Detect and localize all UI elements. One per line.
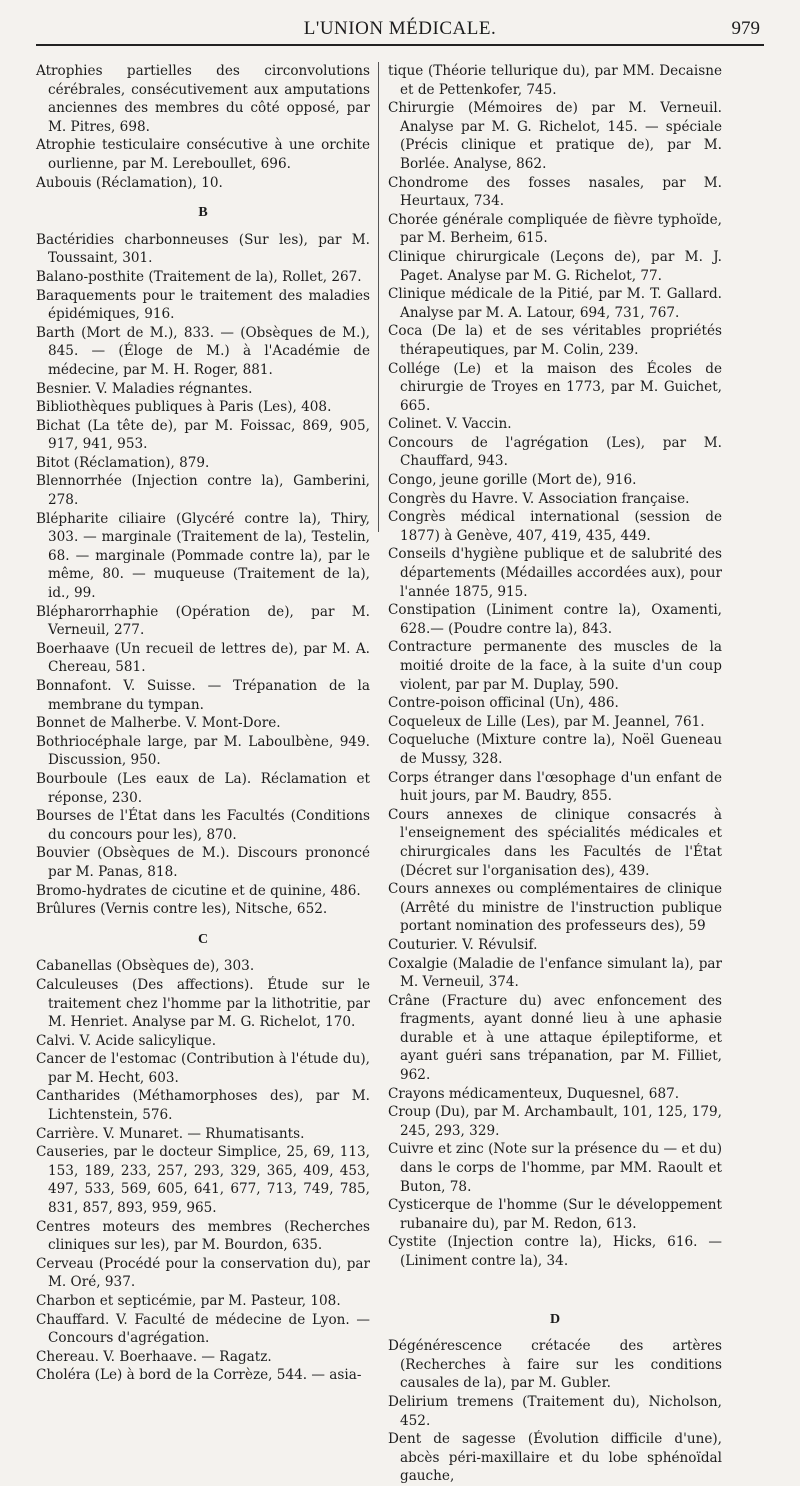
- index-entry: Cysticerque de l'homme (Sur le développement rubanaire du), par M. Redon, 613.: [388, 1197, 722, 1232]
- index-entry: Calculeuses (Des affections). Étude sur le traitement chez l'homme par la lithotritie, par M. Henriet. Analyse par M. G. Richelot, 170.: [36, 976, 370, 1031]
- index-entry: Cerveau (Procédé pour la conservation du), par M. Oré, 937.: [36, 1255, 370, 1291]
- index-entry: Barth (Mort de M.), 833. — (Obsèques de M.), 845. — (Éloge de M.) à l'Académie de médecine, par M. H. Roger, 881.: [36, 324, 370, 378]
- entries-c-continued: [388, 62, 722, 1271]
- section-letter-b: B: [198, 205, 208, 221]
- index-entry: Cancer de l'estomac (Contribution à l'étude du), par M. Hecht, 603.: [36, 1051, 370, 1086]
- index-entry: Bactéridies charbonneuses (Sur les), par M. Toussaint, 301.: [36, 231, 370, 267]
- index-entry: Besnier. V. Maladies régnantes.: [36, 380, 253, 397]
- index-entry: Baraquements pour le traitement des maladies épidémiques, 916.: [36, 287, 370, 323]
- index-entry: Aubouis (Réclamation), 10.: [36, 174, 223, 191]
- index-entry: Bourboule (Les eaux de La). Réclamation et réponse, 230.: [36, 770, 370, 806]
- index-entry: Concours de l'agrégation (Les), par M. Chauffard, 943.: [388, 434, 722, 470]
- entries-c: [36, 957, 370, 1385]
- index-entry: Cours annexes de clinique consacrés à l'enseignement des spécialités médicales et chirurgicales dans les Facultés de l'État (Décret sur l'organisation des), 439.: [388, 806, 722, 879]
- index-entry: Cystite (Injection contre la), Hicks, 616. — (Liniment contre la), 34.: [388, 1234, 722, 1269]
- index-entry: Bonnet de Malherbe. V. Mont-Dore.: [36, 715, 281, 732]
- index-entry: Clinique médicale de la Pitié, par M. T. Gallard. Analyse par M. A. Latour, 694, 731, 767.: [388, 286, 722, 321]
- index-entry: Croup (Du), par M. Archambault, 101, 125, 179, 245, 293, 329.: [388, 1104, 722, 1139]
- index-entry: Blépharite ciliaire (Glycéré contre la), Thiry, 303. — marginale (Traitement de la), Testelin, 68. — marginale (Pommade contre la), par le même, 80. — muqueuse (Traitement de la), id., 99.: [36, 510, 370, 602]
- index-entry: Crayons médicamenteux, Duquesnel, 687.: [388, 1085, 680, 1102]
- index-entry: Centres moteurs des membres (Recherches cliniques sur les), par M. Bourdon, 635.: [36, 1218, 370, 1254]
- index-entry: Coqueluche (Mixture contre la), Noël Gueneau de Mussy, 328.: [388, 732, 722, 767]
- column-divider: [378, 62, 379, 532]
- index-entry: tique (Théorie tellurique du), par MM. Decaisne et de Pettenkofer, 745.: [388, 63, 722, 98]
- section-letter-c: C: [197, 931, 209, 947]
- index-entry: Collége (Le) et la maison des Écoles de chirurgie de Troyes en 1773, par M. Guichet, 665.: [388, 360, 722, 414]
- entries-d: [388, 1337, 722, 1486]
- index-entry: Chereau. V. Boerhaave. — Ragatz.: [36, 1348, 272, 1365]
- index-entry: Calvi. V. Acide salicylique.: [36, 1032, 217, 1049]
- index-entry: Brûlures (Vernis contre les), Nitsche, 652.: [36, 901, 328, 918]
- index-entry: Contre-poison officinal (Un), 486.: [388, 695, 619, 712]
- index-entry: Chauffard. V. Faculté de médecine de Lyon. — Concours d'agrégation.: [36, 1311, 370, 1347]
- index-entry: Crâne (Fracture du) avec enfoncement des fragments, ayant donné lieu à une aphasie durable et à une attaque épileptiforme, et ayant guéri sans trépanation, par M. Filliet, 962.: [388, 992, 722, 1084]
- index-entry: Balano-posthite (Traitement de la), Rollet, 267.: [36, 268, 362, 285]
- index-entry: Contracture permanente des muscles de la moitié droite de la face, à la suite d'un coup violent, par par M. Duplay, 590.: [388, 639, 722, 693]
- index-entry: Charbon et septicémie, par M. Pasteur, 108.: [36, 1293, 341, 1309]
- index-entry: Chondrome des fosses nasales, par M. Heurtaux, 734.: [388, 174, 722, 210]
- left-column: [36, 62, 370, 1384]
- index-entry: Dégénérescence crétacée des artères (Recherches à faire sur les conditions causales de la), par M. Gubler.: [388, 1338, 722, 1392]
- journal-title: L'UNION MÉDICALE.: [303, 18, 497, 39]
- index-entry: Bichat (La tête de), par M. Foissac, 869, 905, 917, 941, 953.: [36, 417, 370, 453]
- index-entry: Atrophie testiculaire consécutive à une orchite ourlienne, par M. Lereboullet, 696.: [36, 137, 370, 172]
- index-entry: Bothriocéphale large, par M. Laboulbène, 949. Discussion, 950.: [36, 733, 370, 769]
- entries-a: [36, 62, 370, 192]
- index-entry: Dent de sagesse (Évolution difficile d'une), abcès péri-maxillaire et du lobe sphénoïdal gauche,: [388, 1431, 722, 1485]
- index-entry: Delirium tremens (Traitement du), Nicholson, 452.: [388, 1393, 722, 1429]
- index-entry: Blennorrhée (Injection contre la), Gamberini, 278.: [36, 473, 370, 509]
- index-entry: Cantharides (Méthamorphoses des), par M. Lichtenstein, 576.: [36, 1088, 370, 1124]
- index-entry: Colinet. V. Vaccin.: [388, 416, 512, 433]
- index-entry: Bitot (Réclamation), 879.: [36, 454, 210, 471]
- entries-b: [36, 231, 370, 919]
- section-letter-d: D: [549, 1311, 561, 1327]
- index-entry: Cours annexes ou complémentaires de clinique (Arrêté du ministre de l'instruction publique portant nomination des professeurs des), 59: [388, 881, 722, 935]
- index-entry: Cabanellas (Obsèques de), 303.: [36, 958, 255, 975]
- index-entry: Choléra (Le) à bord de la Corrèze, 544. — asia-: [36, 1367, 362, 1384]
- page-number: 979: [731, 18, 760, 39]
- index-entry: Coca (De la) et de ses véritables propriétés thérapeutiques, par M. Colin, 239.: [388, 323, 722, 358]
- index-entry: Clinique chirurgicale (Leçons de), par M. J. Paget. Analyse par M. G. Richelot, 77.: [388, 248, 722, 284]
- index-entry: Conseils d'hygiène publique et de salubrité des départements (Médailles accordées aux), pour l'année 1875, 915.: [388, 546, 722, 600]
- index-entry: Blépharorrhaphie (Opération de), par M. Verneuil, 277.: [36, 603, 370, 639]
- index-entry: Congrès du Havre. V. Association française.: [388, 490, 690, 507]
- index-entry: Congo, jeune gorille (Mort de), 916.: [388, 472, 637, 489]
- index-entry: Bibliothèques publiques à Paris (Les), 408.: [36, 399, 332, 416]
- index-entry: Chirurgie (Mémoires de) par M. Verneuil. Analyse par M. G. Richelot, 145. — spéciale (Précis clinique et pratique de), par M. Borlée. Analyse, 862.: [388, 100, 722, 172]
- index-entry: Coxalgie (Maladie de l'enfance simulant la), par M. Verneuil, 374.: [388, 955, 722, 991]
- index-entry: Cuivre et zinc (Note sur la présence du — et du) dans le corps de l'homme, par MM. Raoult et Buton, 78.: [388, 1141, 722, 1195]
- index-entry: Congrès médical international (session de 1877) à Genève, 407, 419, 435, 449.: [388, 509, 722, 544]
- index-entry: Bonnafont. V. Suisse. — Trépanation de la membrane du tympan.: [36, 678, 370, 713]
- index-entry: Coqueleux de Lille (Les), par M. Jeannel, 761.: [388, 713, 705, 730]
- header-rule: [36, 44, 764, 46]
- index-entry: Bromo-hydrates de cicutine et de quinine, 486.: [36, 882, 361, 899]
- index-entry: Bouvier (Obsèques de M.). Discours prononcé par M. Panas, 818.: [36, 845, 370, 880]
- index-entry: Corps étranger dans l'œsophage d'un enfant de huit jours, par M. Baudry, 855.: [388, 769, 722, 805]
- index-entry: Couturier. V. Révulsif.: [388, 936, 538, 953]
- index-entry: Boerhaave (Un recueil de lettres de), par M. A. Chereau, 581.: [36, 640, 370, 676]
- index-entry: Carrière. V. Munaret. — Rhumatisants.: [36, 1125, 305, 1142]
- index-entry: Bourses de l'État dans les Facultés (Conditions du concours pour les), 870.: [36, 808, 370, 843]
- index-entry: Causeries, par le docteur Simplice, 25, 69, 113, 153, 189, 233, 257, 293, 329, 365, 409, 453, 497, 533, 569, 605, 641, 677, 713, 749, 785, 831, 857, 893, 959, 965.: [36, 1144, 370, 1217]
- index-entry: Constipation (Liniment contre la), Oxamenti, 628.— (Poudre contre la), 843.: [388, 602, 722, 637]
- index-entry: Chorée générale compliquée de fièvre typhoïde, par M. Berheim, 615.: [388, 211, 722, 247]
- index-entry: Atrophies partielles des circonvolutions cérébrales, consécutivement aux amputations anciennes des membres du côté opposé, par M. Pitres, 698.: [36, 63, 370, 135]
- right-column: [388, 62, 722, 1485]
